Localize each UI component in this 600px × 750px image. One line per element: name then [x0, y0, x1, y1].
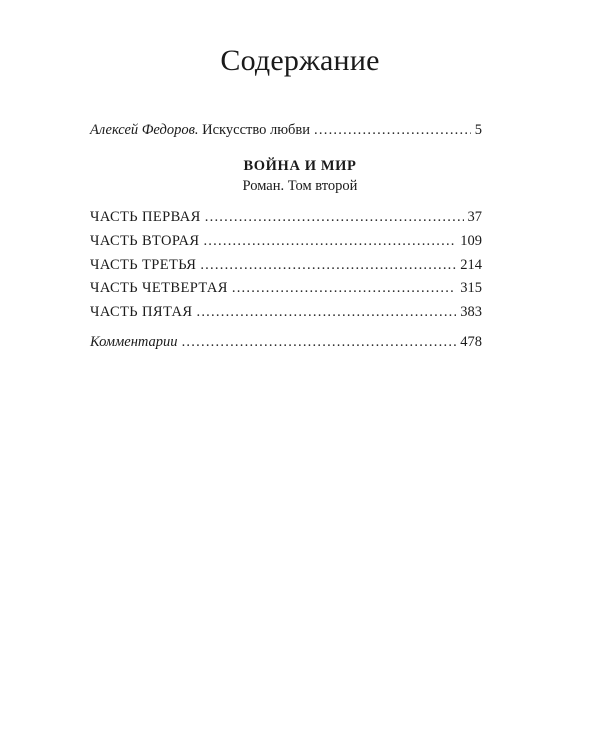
toc-entry-label: ЧАСТЬ ЧЕТВЕРТАЯ: [90, 280, 228, 296]
toc-entry-label: ЧАСТЬ ПЯТАЯ: [90, 304, 193, 320]
toc-entry-page: 315: [460, 280, 482, 296]
toc-entry-title: Искусство любви: [202, 122, 311, 138]
page-title: Содержание: [220, 44, 380, 77]
toc-entry-label: ЧАСТЬ ВТОРАЯ: [90, 233, 200, 249]
dot-leader: [182, 333, 457, 351]
toc-entry-label: ЧАСТЬ ТРЕТЬЯ: [90, 257, 197, 273]
toc-entry-page: 5: [474, 122, 482, 138]
toc-entry-page: 383: [460, 304, 482, 320]
toc-entry-part-2[interactable]: [90, 232, 482, 250]
toc-entry-part-4[interactable]: [90, 279, 482, 297]
dot-leader: [200, 256, 456, 274]
toc-entry-label: Комментарии: [90, 334, 178, 350]
toc-entry-page: 109: [460, 233, 482, 249]
dot-leader: [203, 232, 456, 250]
work-subtitle: Роман. Том второй: [242, 178, 358, 194]
toc-entry-label: ЧАСТЬ ПЕРВАЯ: [90, 209, 201, 225]
dot-leader: [232, 279, 456, 297]
toc-entry-page: 478: [460, 334, 482, 350]
toc-entry-part-5[interactable]: [90, 303, 482, 321]
dot-leader: [196, 303, 456, 321]
toc-entry-page: 37: [467, 209, 482, 225]
toc-entry-intro[interactable]: [90, 121, 482, 139]
toc-entry-page: 214: [460, 257, 482, 273]
toc-entry-part-3[interactable]: [90, 256, 482, 274]
toc-entry-part-1[interactable]: [90, 208, 482, 226]
toc-entry-author: Алексей Федоров.: [90, 122, 199, 138]
toc-entry-label: [90, 121, 314, 139]
dot-leader: [314, 121, 471, 139]
toc-entry-commentary[interactable]: [90, 333, 482, 351]
work-title: ВОЙНА И МИР: [243, 158, 357, 174]
dot-leader: [205, 208, 464, 226]
